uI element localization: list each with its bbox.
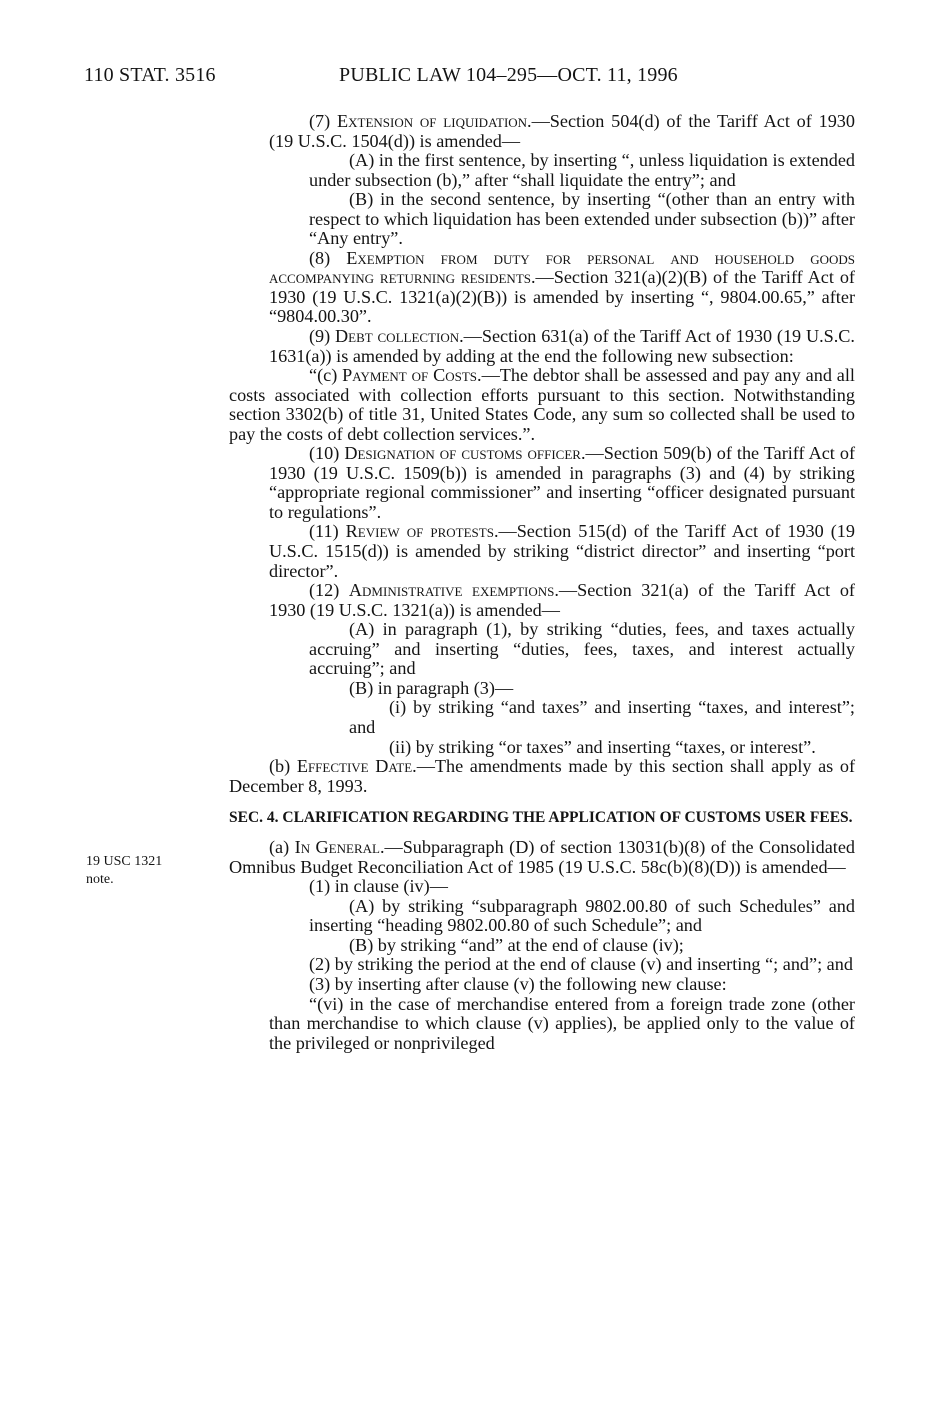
subparagraph-a-1-A: (A) by striking “subparagraph 9802.00.80 of such Schedules” and inserting “heading 9802.00.80 of such Schedule”; and	[309, 895, 855, 936]
paragraph-heading: In General.	[294, 837, 385, 858]
document-body	[229, 112, 855, 1053]
paragraph-number: (a)	[269, 837, 295, 858]
paragraph-number: (12)	[309, 580, 349, 601]
paragraph-text: —Section 504(d) of the Tariff Act of 1930 (19 U.S.C. 1504(d)) is amended—	[269, 111, 855, 151]
subparagraph-12b: (B) in paragraph (3)—	[349, 677, 514, 698]
section-4-heading: SEC. 4. CLARIFICATION REGARDING THE APPLICATION OF CUSTOMS USER FEES.	[229, 809, 853, 827]
paragraph-a-1: (1) in clause (iv)—	[309, 876, 448, 897]
paragraph-heading: Effective Date.	[296, 756, 417, 777]
paragraph-number: (8)	[309, 247, 347, 268]
page-header	[84, 64, 836, 88]
paragraph-number: (b)	[269, 756, 297, 777]
paragraph-11	[269, 522, 855, 581]
paragraph-heading: Exemption from duty for personal and household goods accompanying returning residents.	[269, 247, 855, 288]
subparagraph-7a: (A) in the first sentence, by inserting “, unless liquidation is extended under subsection (b),” after “shall liquidate the entry”; and	[309, 150, 855, 190]
subsection-a-in-general	[229, 838, 855, 877]
paragraph-heading: Debt collection.	[335, 326, 464, 347]
paragraph-9	[269, 327, 855, 366]
paragraph-heading: Payment of Costs.	[342, 365, 482, 386]
subparagraph-12a: (A) in paragraph (1), by striking “duties, fees, and taxes actually accruing” and inserting “duties, fees, taxes, and interest actually accruing”; and	[309, 619, 855, 679]
paragraph-number: (11)	[309, 521, 346, 542]
paragraph-text: —The debtor shall be assessed and pay any and all costs associated with collection efforts pursuant to this section. Notwithstanding section 3302(b) of title 31, United States Code, any sum so collected shall be used to pay the costs of debt collection services.”.	[229, 365, 855, 444]
paragraph-text: —Subparagraph (D) of section 13031(b)(8) of the Consolidated Omnibus Budget Reconciliation Act of 1985 (19 U.S.C. 58c(b)(8)(D)) is amended—	[229, 837, 855, 877]
paragraph-heading: Administrative exemptions.	[348, 580, 559, 601]
paragraph-heading: Review of protests.	[345, 521, 499, 542]
paragraph-text: —Section 321(a)(2)(B) of the Tariff Act of 1930 (19 U.S.C. 1321(a)(2)(B)) is amended by inserting “, 9804.00.65,” after “9804.00.30”.	[269, 267, 855, 327]
public-law-citation: PUBLIC LAW 104–295—OCT. 11, 1996	[339, 64, 678, 86]
subparagraph-a-1-B: (B) by striking “and” at the end of clause (iv);	[349, 934, 684, 955]
quoted-subsection-c	[229, 366, 855, 444]
paragraph-heading: Designation of customs officer.	[344, 443, 586, 464]
paragraph-number: “(c)	[309, 365, 343, 386]
paragraph-7	[269, 112, 855, 151]
subsection-b-effective-date	[229, 757, 855, 796]
margin-note	[86, 853, 162, 889]
subparagraph-7b: (B) in the second sentence, by inserting “(other than an entry with respect to which liquidation has been extended under subsection (b))” after “Any entry”.	[309, 189, 855, 249]
paragraph-number: (10)	[309, 443, 345, 464]
quoted-clause-vi: “(vi) in the case of merchandise entered from a foreign trade zone (other than merchandise to which clause (v) applies), be applied only to the value of the privileged or nonprivileged	[269, 993, 855, 1053]
paragraph-10	[269, 444, 855, 522]
statute-page-number: 110 STAT. 3516	[84, 64, 216, 86]
paragraph-text: —The amendments made by this section shall apply as of December 8, 1993.	[229, 756, 856, 796]
paragraph-number: (9)	[309, 326, 336, 347]
paragraph-text: —Section 509(b) of the Tariff Act of 1930 (19 U.S.C. 1509(b)) is amended in paragraphs (3) and (4) by striking “appropriate regional commissioner” and inserting “officer designated pursuant to regulations”.	[269, 443, 855, 522]
paragraph-8	[269, 249, 855, 327]
paragraph-12	[269, 581, 855, 620]
paragraph-heading: Extension of liquidation.	[337, 111, 532, 131]
margin-note-citation: 19 USC 1321	[86, 854, 163, 869]
paragraph-a-2: (2) by striking the period at the end of clause (v) and inserting “; and”; and	[309, 954, 853, 975]
clause-12b-ii: (ii) by striking “or taxes” and inserting “taxes, or interest”.	[389, 736, 816, 757]
clause-12b-i: (i) by striking “and taxes” and inserting “taxes, and interest”; and	[349, 697, 855, 737]
paragraph-text: —Section 515(d) of the Tariff Act of 1930 (19 U.S.C. 1515(d)) is amended by striking “district director” and inserting “port director”.	[269, 521, 855, 581]
paragraph-a-3: (3) by inserting after clause (v) the following new clause:	[309, 973, 727, 994]
paragraph-text: —Section 321(a) of the Tariff Act of 1930 (19 U.S.C. 1321(a)) is amended—	[269, 580, 855, 620]
paragraph-number: (7)	[309, 111, 337, 131]
paragraph-text: —Section 631(a) of the Tariff Act of 1930 (19 U.S.C. 1631(a)) is amended by adding at the end the following new subsection:	[269, 326, 855, 366]
margin-note-label: note.	[86, 872, 114, 887]
